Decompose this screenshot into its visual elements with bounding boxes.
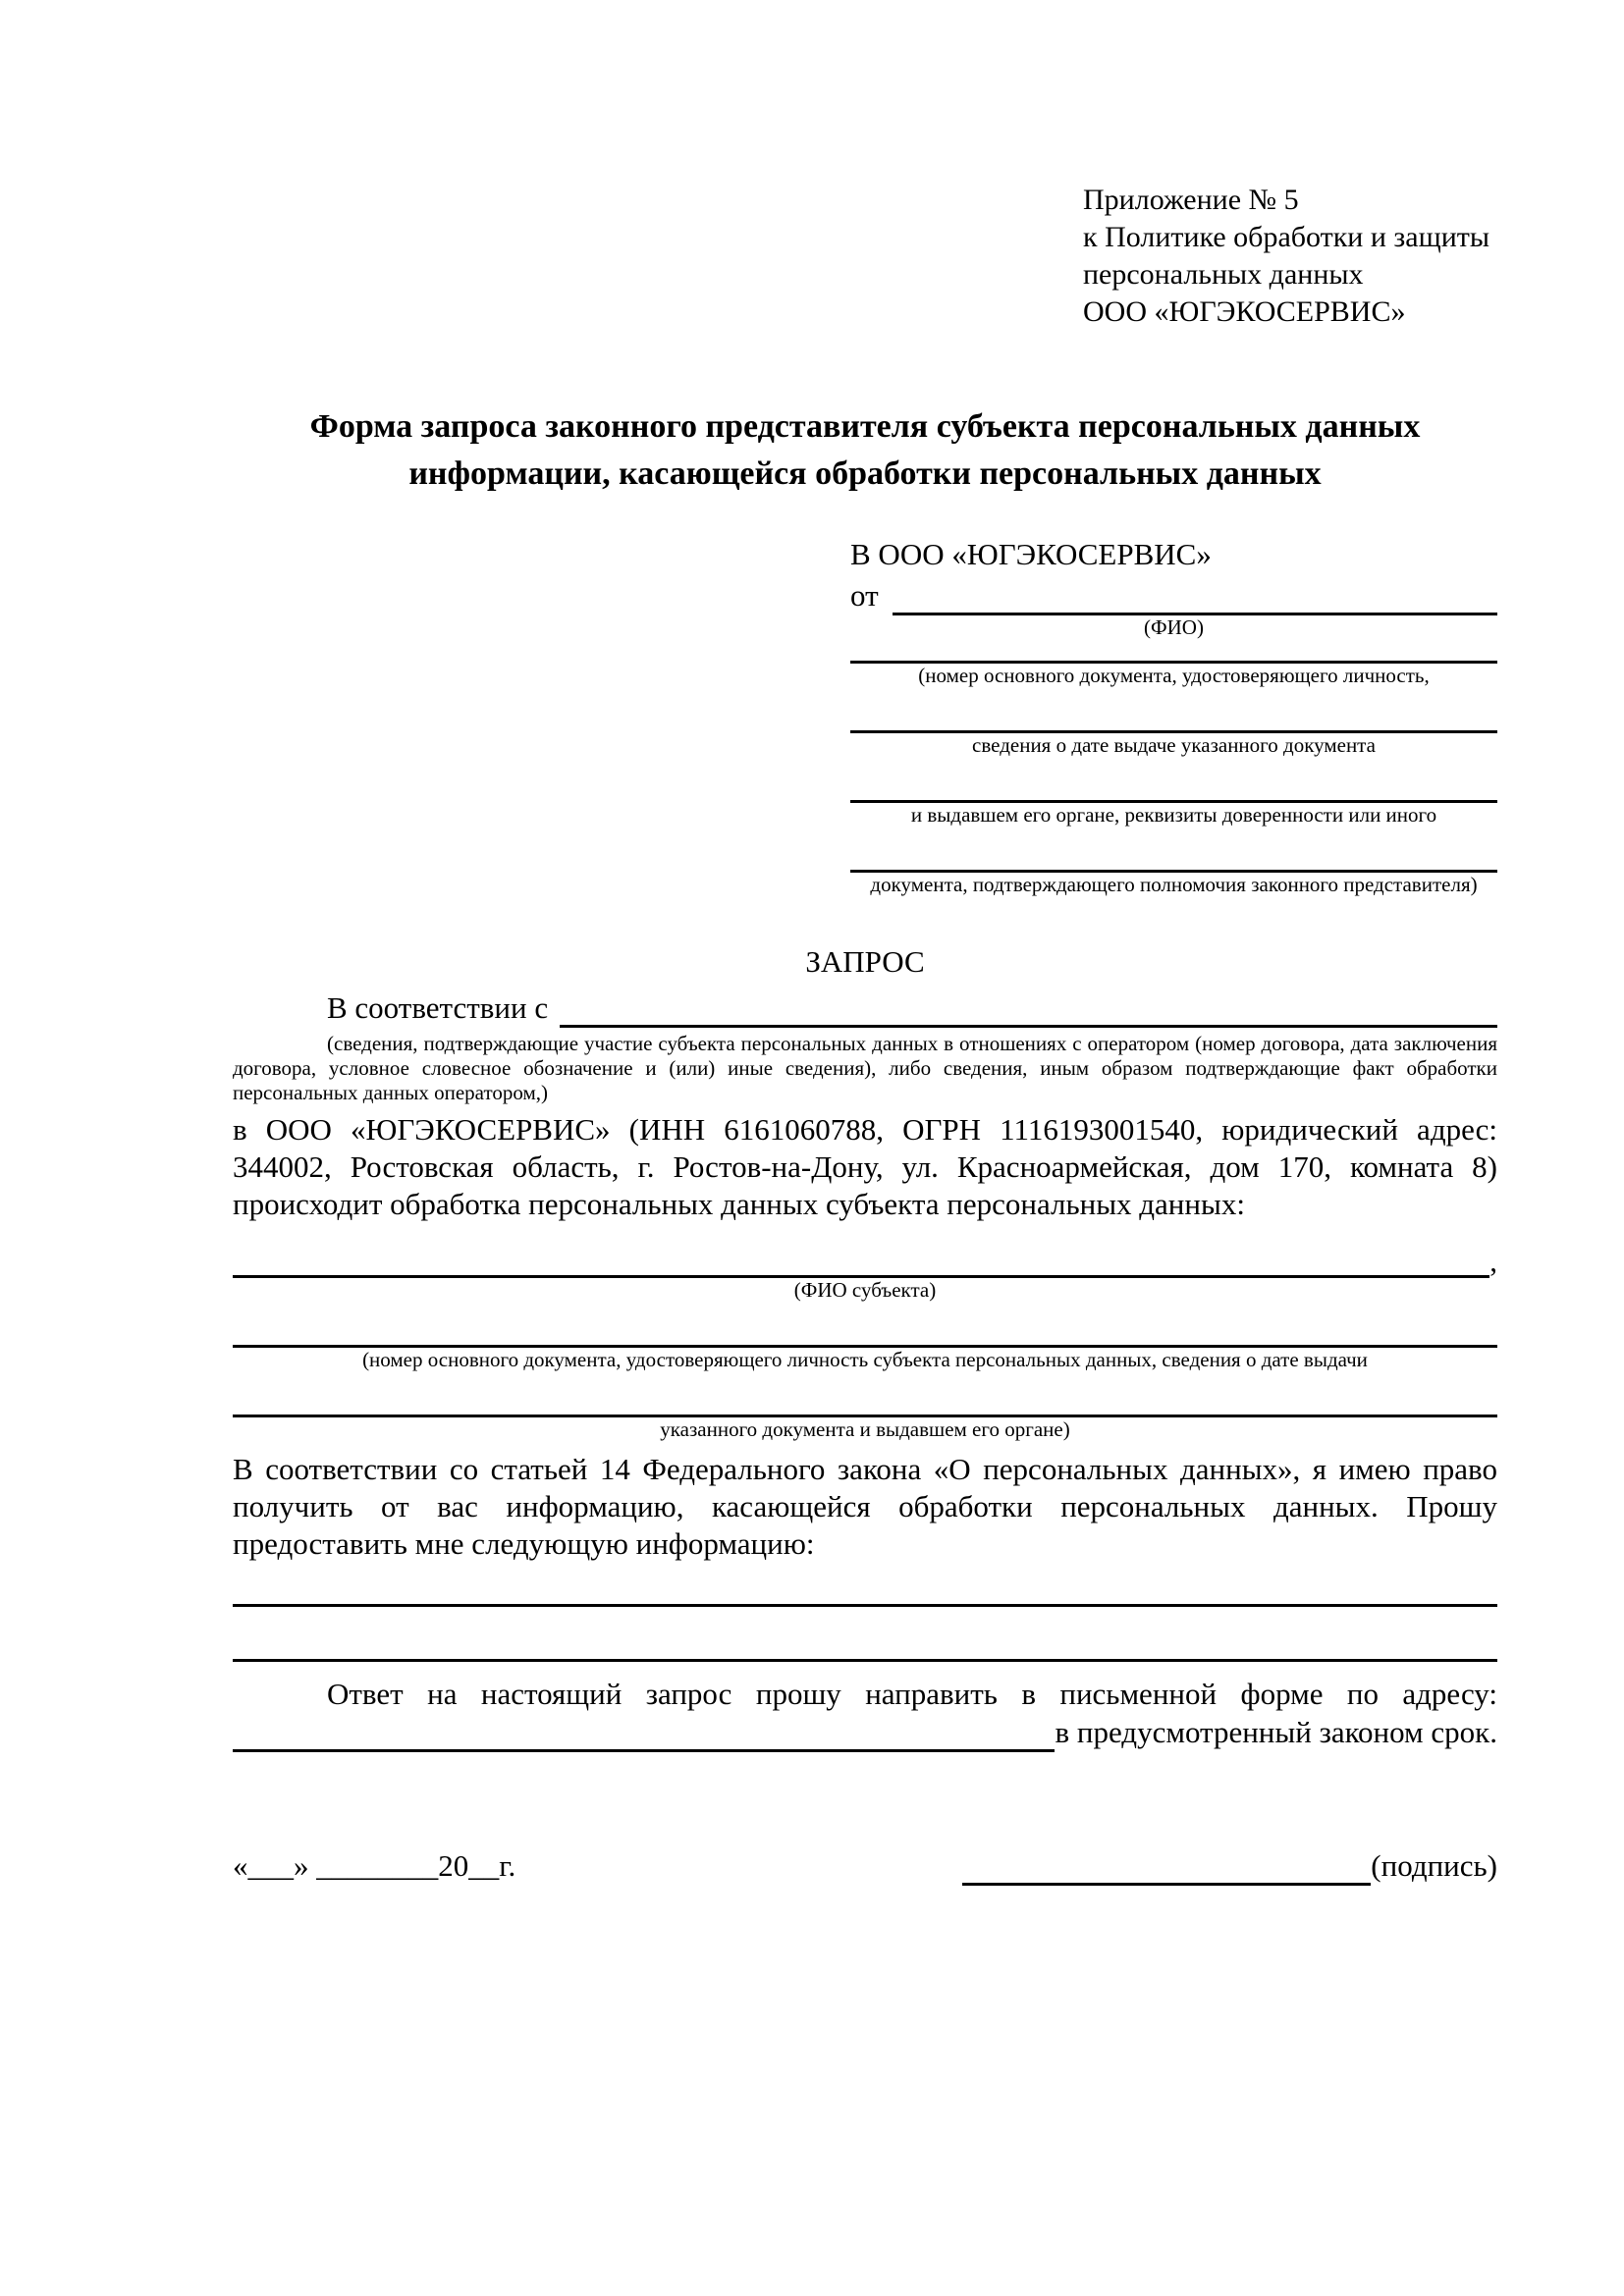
appendix-block <box>1083 182 1497 331</box>
answer-tail: в предусмотренный законом срок. <box>1055 1715 1497 1749</box>
recipient-block <box>850 533 1497 896</box>
info-fill-line-1 <box>233 1563 1497 1607</box>
signature-caption: (подпись) <box>1371 1848 1497 1883</box>
signature-group <box>962 1846 1497 1886</box>
doc-number-fill-line <box>850 639 1497 664</box>
issue-date-fill-line <box>850 687 1497 733</box>
document-title <box>233 403 1497 498</box>
request-heading: ЗАПРОС <box>805 944 925 979</box>
operator-paragraph: в ООО «ЮГЭКОСЕРВИС» (ИНН 6161060788, ОГРН 1116193001540, юридический адрес: 344002, Ростовская область, г. Ростов-на-Дону, ул. Красноармейская, дом 170, комната 8) происходит обработка персональных данных субъекта персональных данных: <box>233 1112 1497 1221</box>
law-paragraph: В соответствии со статьей 14 Федерального закона «О персональных данных», я имею право получить от вас информацию, касающейся обработки персональных данных. Прошу предоставить мне следующую информацию: <box>233 1452 1497 1561</box>
issuer-fill-line <box>850 757 1497 803</box>
fio-caption: (ФИО) <box>1144 615 1204 639</box>
accordance-fill-line <box>560 1025 1497 1028</box>
answer-paragraph: Ответ на настоящий запрос прошу направить в письменной форме по адресу: <box>327 1677 1497 1711</box>
appendix-line: к Политике обработки и защиты <box>1083 221 1490 253</box>
issue-date-caption: сведения о дате выдаче указанного документа <box>972 733 1376 757</box>
accordance-fine-print: (сведения, подтверждающие участие субъекта персональных данных в отношениях с оператором (номер договора, дата заключения договора, условное словесное обозначение и (или) иные сведения), либо сведения, иным образом подтверждающие факт обработки персональных данных оператором,) <box>233 1032 1497 1104</box>
authority-doc-caption: документа, подтверждающего полномочия законного представителя) <box>870 873 1478 896</box>
issuer-caption: и выдавшем его органе, реквизиты доверенности или иного <box>910 803 1437 827</box>
subject-fio-caption: (ФИО субъекта) <box>793 1278 937 1302</box>
appendix-line: персональных данных <box>1083 258 1364 291</box>
doc-number-caption: (номер основного документа, удостоверяющего личность, <box>918 664 1430 687</box>
from-label: от <box>850 578 879 613</box>
document-title-line2: информации, касающейся обработки персональных данных <box>408 455 1322 492</box>
subject-doc-caption1: (номер основного документа, удостоверяющего личность субъекта персональных данных, сведения о дате выдачи <box>362 1348 1368 1371</box>
subject-doc-issuer-fill-line <box>233 1371 1497 1417</box>
subject-fio-row <box>233 1245 1497 1278</box>
document-title-line1: Форма запроса законного представителя субъекта персональных данных <box>309 408 1421 445</box>
subject-doc-fill-line <box>233 1302 1497 1348</box>
authority-doc-fill-line <box>850 827 1497 873</box>
address-fill-line <box>233 1749 1055 1752</box>
accordance-row <box>233 988 1497 1028</box>
appendix-line: ООО «ЮГЭКОСЕРВИС» <box>1083 295 1406 328</box>
appendix-line: Приложение № 5 <box>1083 184 1299 216</box>
footer-row <box>233 1846 1497 1886</box>
info-fill-line-2 <box>233 1607 1497 1662</box>
accordance-label: В соответствии с <box>327 990 549 1025</box>
signature-fill-line <box>962 1883 1371 1886</box>
date-line: «___» ________20__г. <box>233 1848 516 1883</box>
trailing-comma: , <box>1489 1244 1497 1278</box>
address-row <box>233 1713 1497 1752</box>
subject-doc-caption2: указанного документа и выдавшем его органе) <box>660 1417 1070 1441</box>
recipient-organization: В ООО «ЮГЭКОСЕРВИС» <box>850 537 1212 571</box>
from-row <box>850 576 1497 615</box>
